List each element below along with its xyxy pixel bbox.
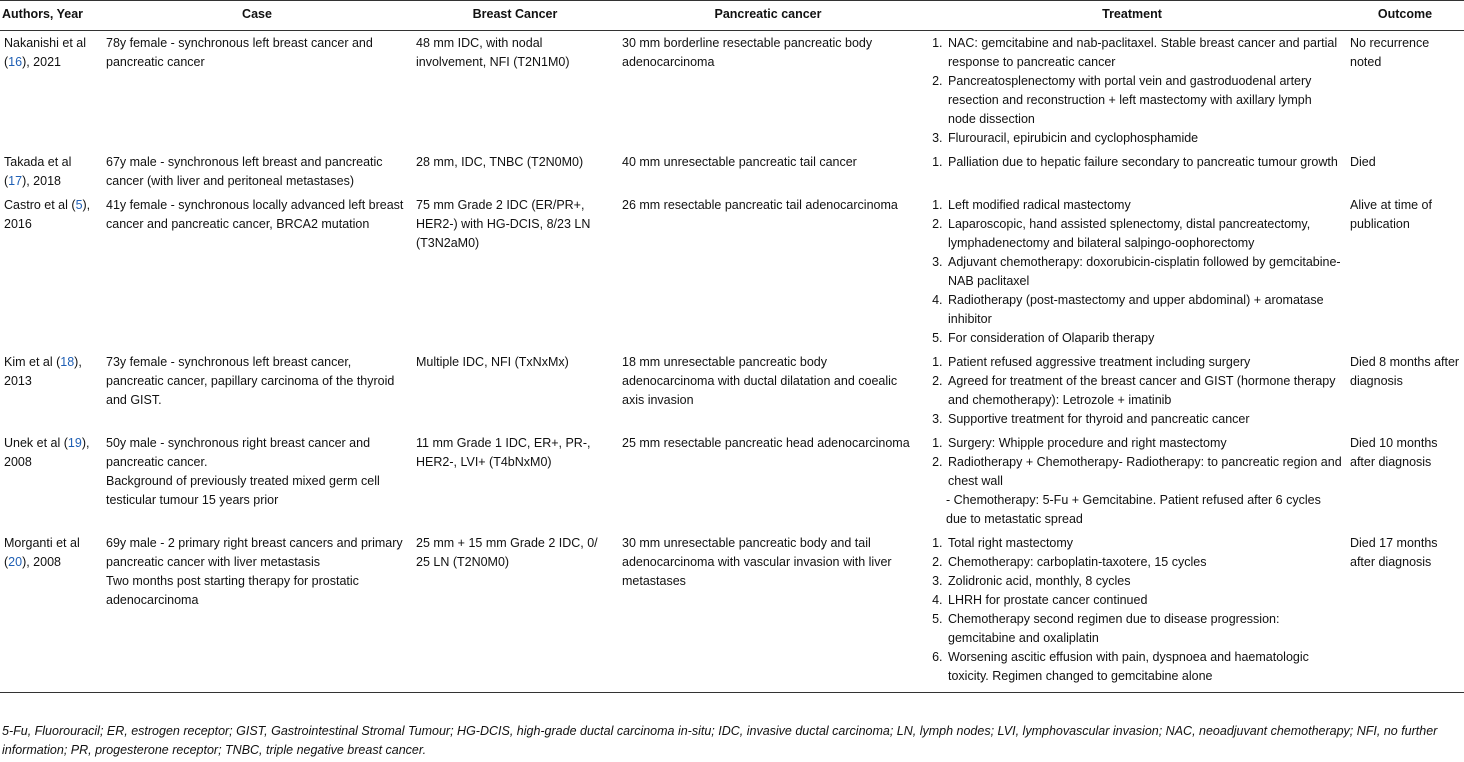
author-year: ), 2013 — [4, 355, 82, 388]
treatment-item: 2. Chemotherapy: carboplatin-taxotere, 15 cycles — [946, 553, 1342, 572]
cell-author — [0, 150, 102, 193]
table-body — [0, 31, 1464, 693]
treatment-item: 3. Supportive treatment for thyroid and pancreatic cancer — [946, 410, 1342, 429]
treatment-list — [922, 153, 1342, 172]
author-text: Unek et al ( — [4, 436, 68, 450]
table-row — [0, 193, 1464, 350]
cell-breast-cancer: 75 mm Grade 2 IDC (ER/PR+, HER2-) with HG-DCIS, 8/23 LN (T3N2aM0) — [416, 198, 591, 250]
treatment-item: 2. Agreed for treatment of the breast cancer and GIST (hormone therapy and chemotherapy): Letrozole + imatinib — [946, 372, 1342, 410]
cell-case — [102, 531, 412, 693]
table-footnote: 5-Fu, Fluorouracil; ER, estrogen receptor; GIST, Gastrointestinal Stromal Tumour; HG-DCIS, high-grade ductal carcinoma in-situ; IDC, invasive ductal carcinoma; LN, lymph nodes; LVI, lymphovascular invasion; NAC, neoadjuvant chemotherapy; NFI, no further information; PR, progesterone receptor; TNBC, triple negative breast cancer. — [2, 724, 1438, 757]
cell-breast-cancer: Multiple IDC, NFI (TxNxMx) — [416, 355, 569, 369]
treatment-list — [922, 34, 1342, 148]
case-line: 78y female - synchronous left breast cancer and pancreatic cancer — [106, 36, 373, 69]
author-text: Kim et al ( — [4, 355, 61, 369]
treatment-item: 1. Total right mastectomy — [946, 534, 1342, 553]
cell-treatment — [918, 431, 1346, 531]
table-row — [0, 31, 1464, 151]
reference-link[interactable]: 5 — [75, 198, 83, 212]
treatment-list — [922, 534, 1342, 686]
cell-pancreatic-cancer: 30 mm unresectable pancreatic body and tail adenocarcinoma with vascular invasion with liver metastases — [618, 531, 918, 693]
cell-pancreatic-cancer: 30 mm borderline resectable pancreatic body adenocarcinoma — [622, 36, 873, 69]
treatment-item: 4. Radiotherapy (post-mastectomy and upper abdominal) + aromatase inhibitor — [946, 291, 1342, 329]
header-pancreatic-cancer: Pancreatic cancer — [618, 1, 918, 31]
case-line: Two months post starting therapy for prostatic adenocarcinoma — [106, 574, 359, 607]
case-line: Background of previously treated mixed germ cell testicular tumour 15 years prior — [106, 474, 380, 507]
reference-link[interactable]: 18 — [60, 355, 75, 369]
treatment-item: 1. Left modified radical mastectomy — [946, 196, 1342, 215]
cell-breast-cancer: 11 mm Grade 1 IDC, ER+, PR-, HER2-, LVI+ (T4bNxM0) — [416, 436, 591, 469]
treatment-item: 1. NAC: gemcitabine and nab-paclitaxel. Stable breast cancer and partial response to pancreatic cancer — [946, 34, 1342, 72]
author-year: ), 2008 — [4, 436, 90, 469]
treatment-list — [922, 196, 1342, 348]
treatment-item: 4. LHRH for prostate cancer continued — [946, 591, 1342, 610]
reference-link[interactable]: 17 — [8, 174, 23, 188]
cell-outcome: Died — [1350, 155, 1376, 169]
cell-outcome: Died 17 months after diagnosis — [1346, 531, 1464, 693]
cell-outcome: Died 8 months after diagnosis — [1350, 355, 1460, 388]
cell-breast-cancer: 48 mm IDC, with nodal involvement, NFI (T2N1M0) — [416, 36, 570, 69]
cell-breast-cancer: 25 mm + 15 mm Grade 2 IDC, 0/ 25 LN (T2N0M0) — [412, 531, 618, 693]
author-year: ), 2008 — [22, 555, 61, 569]
cell-pancreatic-cancer: 25 mm resectable pancreatic head adenocarcinoma — [622, 436, 910, 450]
author-text: Morganti et al ( — [4, 536, 80, 569]
author-text: Castro et al ( — [4, 198, 76, 212]
cell-case — [102, 431, 412, 531]
treatment-subitem: - Chemotherapy: 5-Fu + Gemcitabine. Patient refused after 6 cycles due to metastatic spread — [946, 493, 1321, 526]
cell-case — [102, 31, 412, 151]
treatment-item: 2. Radiotherapy + Chemotherapy- Radiotherapy: to pancreatic region and chest wall — [946, 453, 1342, 491]
header-authors: Authors, Year — [0, 1, 102, 31]
table-row — [0, 531, 1464, 693]
cell-author — [0, 193, 102, 350]
cell-outcome: Alive at time of publication — [1350, 198, 1432, 231]
table-row — [0, 431, 1464, 531]
cell-case — [102, 150, 412, 193]
treatment-item: 6. Worsening ascitic effusion with pain, dyspnoea and haematologic toxicity. Regimen changed to gemcitabine alone — [946, 648, 1342, 686]
cell-author — [0, 531, 102, 693]
treatment-item: 5. Chemotherapy second regimen due to disease progression: gemcitabine and oxaliplatin — [946, 610, 1342, 648]
cell-author — [0, 431, 102, 531]
header-treatment: Treatment — [918, 1, 1346, 31]
treatment-item: 3. Adjuvant chemotherapy: doxorubicin-cisplatin followed by gemcitabine-NAB paclitaxel — [946, 253, 1342, 291]
treatment-item: 5. For consideration of Olaparib therapy — [946, 329, 1342, 348]
header-case: Case — [102, 1, 412, 31]
case-line: 73y female - synchronous left breast cancer, pancreatic cancer, papillary carcinoma of the thyroid and GIST. — [106, 355, 395, 407]
treatment-item: 2. Pancreatosplenectomy with portal vein and gastroduodenal artery resection and reconstruction + left mastectomy with axillary lymph node dissection — [946, 72, 1342, 129]
header-breast-cancer: Breast Cancer — [412, 1, 618, 31]
reference-link[interactable]: 20 — [8, 555, 23, 569]
cell-pancreatic-cancer: 40 mm unresectable pancreatic tail cancer — [622, 155, 857, 169]
case-line: 50y male - synchronous right breast cancer and pancreatic cancer. — [106, 436, 371, 469]
treatment-item: 1. Patient refused aggressive treatment including surgery — [946, 353, 1342, 372]
cell-author — [0, 31, 102, 151]
cell-treatment — [918, 150, 1346, 193]
treatment-item: 1. Surgery: Whipple procedure and right mastectomy — [946, 434, 1342, 453]
treatment-list — [922, 434, 1342, 491]
cell-author — [0, 350, 102, 431]
cell-pancreatic-cancer: 26 mm resectable pancreatic tail adenocarcinoma — [622, 198, 898, 212]
case-line: 67y male - synchronous left breast and pancreatic cancer (with liver and peritoneal metastases) — [106, 155, 383, 188]
header-outcome: Outcome — [1346, 1, 1464, 31]
cell-outcome: No recurrence noted — [1350, 36, 1430, 69]
reference-link[interactable]: 16 — [8, 55, 23, 69]
author-year: ), 2021 — [22, 55, 61, 69]
author-text: Takada et al ( — [4, 155, 72, 188]
treatment-item: 2. Laparoscopic, hand assisted splenectomy, distal pancreatectomy, lymphadenectomy and bilateral salpingo-oophorectomy — [946, 215, 1342, 253]
treatment-item: 3. Zolidronic acid, monthly, 8 cycles — [946, 572, 1342, 591]
cell-treatment — [918, 193, 1346, 350]
cell-case — [102, 350, 412, 431]
author-year: ), 2018 — [22, 174, 61, 188]
treatment-item: 1. Palliation due to hepatic failure secondary to pancreatic tumour growth — [946, 153, 1342, 172]
cell-treatment — [918, 350, 1346, 431]
cell-pancreatic-cancer: 18 mm unresectable pancreatic body adenocarcinoma with ductal dilatation and coealic axis invasion — [622, 355, 898, 407]
cell-breast-cancer: 28 mm, IDC, TNBC (T2N0M0) — [416, 155, 584, 169]
treatment-item: 3. Flurouracil, epirubicin and cyclophosphamide — [946, 129, 1342, 148]
header-row — [0, 1, 1464, 31]
case-line: 41y female - synchronous locally advanced left breast cancer and pancreatic cancer, BRCA2 mutation — [106, 198, 404, 231]
reference-link[interactable]: 19 — [67, 436, 82, 450]
cell-treatment — [918, 531, 1346, 693]
table-row — [0, 150, 1464, 193]
cell-case — [102, 193, 412, 350]
author-year: ), 2016 — [4, 198, 91, 231]
table-row — [0, 350, 1464, 431]
author-text: Nakanishi et al ( — [4, 36, 86, 69]
case-line: 69y male - 2 primary right breast cancers and primary pancreatic cancer with liver metastasis — [106, 536, 403, 569]
treatment-list — [922, 353, 1342, 429]
cell-outcome: Died 10 months after diagnosis — [1350, 436, 1438, 469]
cell-treatment — [918, 31, 1346, 151]
